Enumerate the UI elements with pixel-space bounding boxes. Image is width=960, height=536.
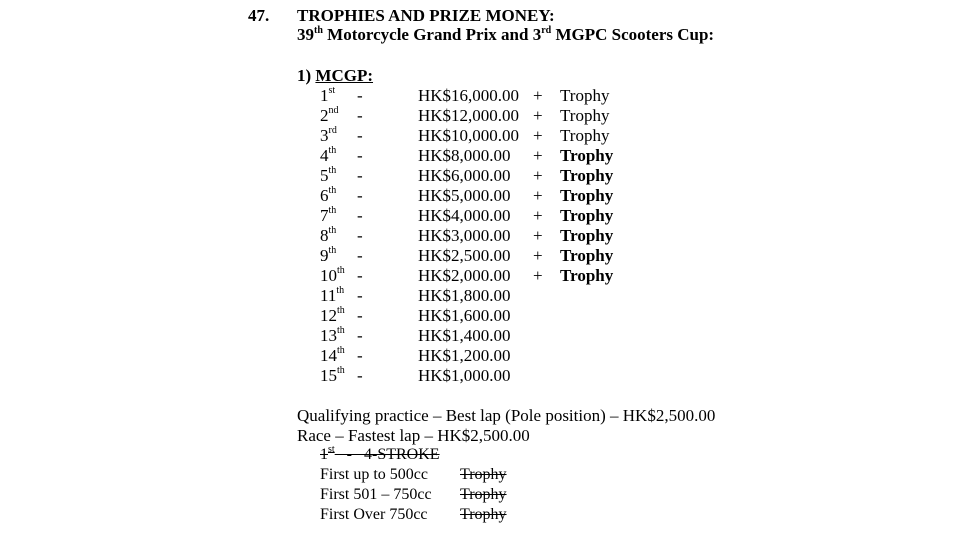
prize-amount: HK$10,000.00 — [418, 126, 520, 145]
prize-row — [0, 346, 960, 366]
position — [320, 286, 344, 306]
trophy-label: Trophy — [560, 86, 610, 105]
row-dash: - — [357, 166, 363, 185]
prize-amount: HK$4,000.00 — [418, 206, 511, 225]
position-ordinal: th — [328, 245, 337, 256]
trophy-label: Trophy — [560, 126, 610, 145]
position-number: 2 — [320, 106, 329, 125]
plus-sign: + — [533, 106, 543, 125]
trophy-label: Trophy — [560, 226, 614, 245]
struck-line-label: First up to 500cc — [320, 466, 428, 483]
plus-sign: + — [533, 166, 543, 185]
struck-line-label: First 501 – 750cc — [320, 486, 432, 503]
struck-line — [320, 506, 507, 524]
qualifying-note: Qualifying practice – Best lap (Pole position) – HK$2,500.00 — [297, 406, 716, 425]
row-dash: - — [357, 126, 363, 145]
position — [320, 186, 336, 206]
struck-heading-text: - 4-STROKE — [334, 446, 440, 463]
prize-amount: HK$6,000.00 — [418, 166, 511, 185]
row-dash: - — [357, 146, 363, 165]
plus-sign: + — [533, 146, 543, 165]
position-ordinal: th — [337, 345, 345, 356]
prize-amount: HK$1,200.00 — [418, 346, 511, 365]
struck-line — [320, 466, 507, 484]
position-number: 11 — [320, 286, 337, 305]
struck-heading-number: 1 — [320, 446, 328, 463]
prize-table — [0, 86, 960, 386]
position-number: 10 — [320, 266, 337, 285]
position-ordinal: th — [337, 305, 345, 316]
position-number: 5 — [320, 166, 329, 185]
prize-row — [0, 326, 960, 346]
row-dash: - — [357, 206, 363, 225]
plus-sign: + — [533, 86, 543, 105]
position — [320, 146, 336, 166]
position-ordinal: th — [328, 225, 337, 236]
row-dash: - — [357, 226, 363, 245]
prize-amount: HK$1,600.00 — [418, 306, 511, 325]
position-number: 6 — [320, 186, 329, 205]
row-dash: - — [357, 366, 363, 385]
position-ordinal: th — [337, 265, 345, 276]
position — [320, 106, 339, 126]
position-number: 8 — [320, 226, 329, 245]
position-ordinal: th — [337, 365, 345, 376]
position — [320, 246, 336, 266]
position-number: 12 — [320, 306, 337, 325]
position-ordinal: th — [328, 145, 337, 156]
row-dash: - — [357, 286, 363, 305]
plus-sign: + — [533, 246, 543, 265]
position-ordinal: th — [328, 165, 337, 176]
position-number: 13 — [320, 326, 337, 345]
subtitle-ordinal-2: rd — [541, 25, 552, 36]
position — [320, 206, 336, 226]
position-ordinal: nd — [328, 105, 339, 116]
row-dash: - — [357, 326, 363, 345]
position — [320, 266, 345, 286]
trophy-label: Trophy — [560, 266, 614, 285]
row-dash: - — [357, 346, 363, 365]
subtitle-number: 39 — [297, 25, 314, 44]
row-dash: - — [357, 306, 363, 325]
row-dash: - — [357, 106, 363, 125]
position — [320, 346, 345, 366]
position-ordinal: th — [328, 205, 337, 216]
section-title: TROPHIES AND PRIZE MONEY: — [297, 6, 555, 25]
prize-amount: HK$3,000.00 — [418, 226, 511, 245]
position — [320, 86, 335, 106]
struck-line-trophy: Trophy — [460, 466, 507, 483]
row-dash: - — [357, 266, 363, 285]
struck-line — [320, 486, 507, 504]
position-ordinal: th — [336, 285, 345, 296]
prize-row — [0, 366, 960, 386]
prize-amount: HK$1,800.00 — [418, 286, 511, 305]
trophy-label: Trophy — [560, 246, 614, 265]
row-dash: - — [357, 186, 363, 205]
prize-row — [0, 266, 960, 286]
subtitle-text-2: MGPC Scooters Cup: — [551, 25, 715, 44]
position — [320, 166, 336, 186]
position-ordinal: rd — [328, 125, 337, 136]
position-ordinal: st — [328, 85, 336, 96]
prize-row — [0, 146, 960, 166]
struck-line-trophy: Trophy — [460, 486, 507, 503]
prize-row — [0, 86, 960, 106]
prize-row — [0, 126, 960, 146]
race-note: Race – Fastest lap – HK$2,500.00 — [297, 426, 530, 445]
position — [320, 326, 345, 346]
trophy-label: Trophy — [560, 206, 614, 225]
position — [320, 126, 337, 146]
prize-row — [0, 246, 960, 266]
struck-heading — [320, 446, 440, 464]
prize-amount: HK$2,000.00 — [418, 266, 511, 285]
position — [320, 366, 345, 386]
position-number: 3 — [320, 126, 329, 145]
prize-row — [0, 286, 960, 306]
subtitle-ordinal-1: th — [314, 25, 323, 36]
prize-amount: HK$1,000.00 — [418, 366, 511, 385]
position-number: 14 — [320, 346, 337, 365]
prize-amount: HK$2,500.00 — [418, 246, 511, 265]
prize-amount: HK$8,000.00 — [418, 146, 511, 165]
position-number: 4 — [320, 146, 329, 165]
trophy-label: Trophy — [560, 186, 614, 205]
prize-row — [0, 226, 960, 246]
struck-line-trophy: Trophy — [460, 506, 507, 523]
row-dash: - — [357, 246, 363, 265]
plus-sign: + — [533, 206, 543, 225]
position-number: 7 — [320, 206, 329, 225]
mcgp-label: MCGP: — [315, 66, 374, 85]
prize-row — [0, 186, 960, 206]
prize-row — [0, 166, 960, 186]
trophy-label: Trophy — [560, 166, 614, 185]
mcgp-heading — [297, 66, 373, 86]
position — [320, 226, 336, 246]
prize-amount: HK$1,400.00 — [418, 326, 511, 345]
prize-amount: HK$5,000.00 — [418, 186, 511, 205]
subtitle-text-1: Motorcycle Grand Prix and 3 — [322, 25, 542, 44]
struck-heading-ordinal: st — [328, 444, 335, 455]
section-subtitle — [297, 25, 714, 45]
position-number: 15 — [320, 366, 337, 385]
prize-row — [0, 306, 960, 326]
position-number: 9 — [320, 246, 329, 265]
plus-sign: + — [533, 186, 543, 205]
plus-sign: + — [533, 226, 543, 245]
position-number: 1 — [320, 86, 329, 105]
mcgp-index: 1) — [297, 66, 312, 85]
prize-amount: HK$12,000.00 — [418, 106, 520, 125]
prize-amount: HK$16,000.00 — [418, 86, 520, 105]
section-number: 47. — [248, 6, 270, 25]
plus-sign: + — [533, 126, 543, 145]
row-dash: - — [357, 86, 363, 105]
position — [320, 306, 345, 326]
position-ordinal: th — [328, 185, 337, 196]
position-ordinal: th — [337, 325, 345, 336]
trophy-label: Trophy — [560, 106, 610, 125]
struck-line-label: First Over 750cc — [320, 506, 428, 523]
prize-row — [0, 106, 960, 126]
trophy-label: Trophy — [560, 146, 614, 165]
prize-row — [0, 206, 960, 226]
plus-sign: + — [533, 266, 543, 285]
